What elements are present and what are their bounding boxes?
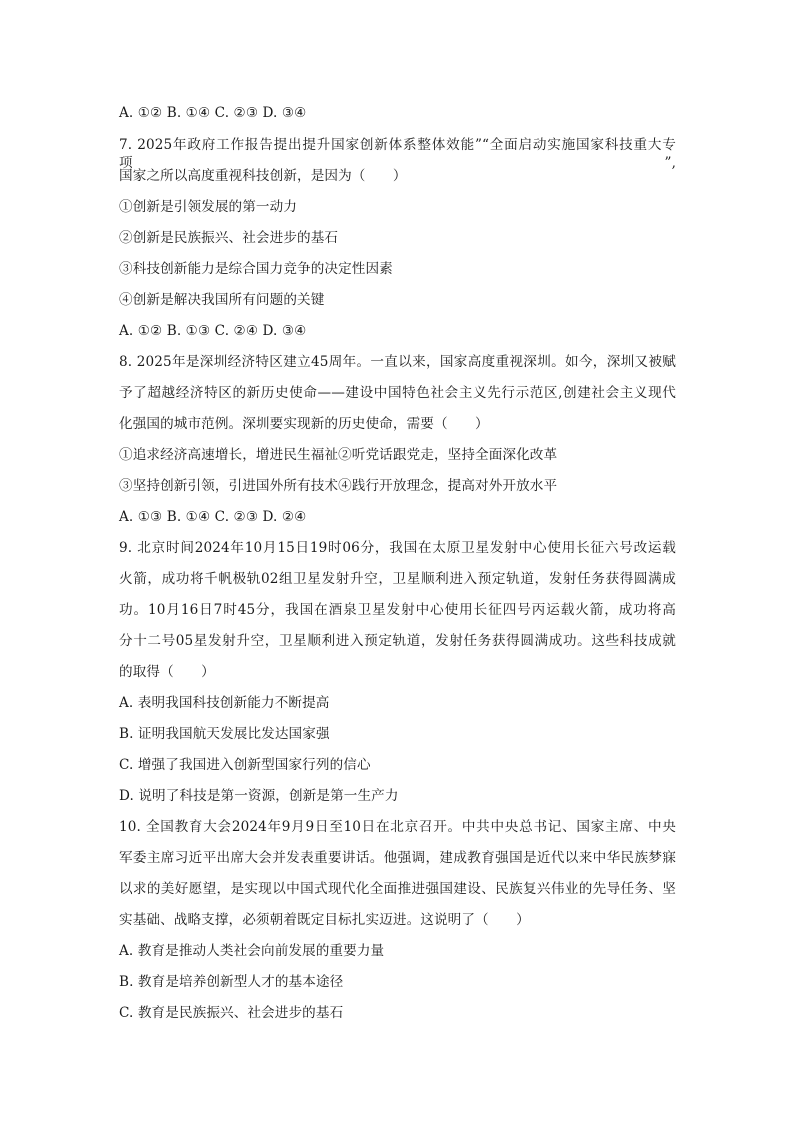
q7-options: A. ①② B. ①③ C. ②④ D. ③④ [119,323,307,339]
q10-stem-line-1: 10. 全国教育大会2024年9月9日至10日在北京召开。中共中央总书记、国家主席、中央 [119,819,676,835]
q8-stem-line-3: 化强国的城市范例。深圳要实现新的历史使命，需要（ ） [119,416,489,432]
q7-stem-line-2: 国家之所以高度重视科技创新，是因为（ ） [119,168,407,184]
q10-option-b: B. 教育是培养创新型人才的基本途径 [119,974,344,990]
q9-stem-line-4: 分十二号05星发射升空，卫星顺利进入预定轨道，发射任务获得圆满成功。这些科技成就 [119,633,676,649]
q9-stem-line-2: 火箭，成功将千帆极轨02组卫星发射升空，卫星顺利进入预定轨道，发射任务获得圆满成 [119,571,676,587]
q10-stem-line-3: 以求的美好愿望，是实现以中国式现代化全面推进强国建设、民族复兴伟业的先导任务、坚 [119,881,676,897]
q10-stem-line-2: 军委主席习近平出席大会并发表重要讲话。他强调，建成教育强国是近代以来中华民族梦寐 [119,850,676,866]
q9-stem-line-5: 的取得（ ） [119,664,215,680]
q8-statements-3-4: ③坚持创新引领，引进国外所有技术④践行开放理念，提高对外开放水平 [119,478,558,494]
q6-options: A. ①② B. ①④ C. ②③ D. ③④ [119,105,307,121]
q9-stem-line-3: 功。10月16日7时45分，我国在酒泉卫星发射中心使用长征四号丙运载火箭，成功将高 [119,602,676,618]
q8-options: A. ①③ B. ①④ C. ②③ D. ②④ [119,509,307,525]
q10-stem-line-4: 实基础、战略支撑，必须朝着既定目标扎实迈进。这说明了（ ） [119,912,530,928]
q10-option-c: C. 教育是民族振兴、社会进步的基石 [119,1005,344,1021]
q10-option-a: A. 教育是推动人类社会向前发展的重要力量 [119,943,385,959]
q7-statement-3: ③科技创新能力是综合国力竞争的决定性因素 [119,261,393,277]
q8-statements-1-2: ①追求经济高速增长，增进民生福祉②听党话跟党走，坚持全面深化改革 [119,447,558,463]
q9-option-c: C. 增强了我国进入创新型国家行列的信心 [119,757,371,773]
q8-stem-line-1: 8. 2025年是深圳经济特区建立45周年。一直以来，国家高度重视深圳。如今，深圳又被赋 [119,354,676,370]
q9-option-a: A. 表明我国科技创新能力不断提高 [119,695,330,711]
q9-stem-line-1: 9. 北京时间2024年10月15日19时06分，我国在太原卫星发射中心使用长征六号改运载 [119,540,676,556]
q7-statement-4: ④创新是解决我国所有问题的关键 [119,292,325,308]
q7-statement-2: ②创新是民族振兴、社会进步的基石 [119,230,339,246]
q7-stem-line-1: 7. 2025年政府工作报告提出提升国家创新体系整体效能”“全面启动实施国家科技重大专项”, [119,137,676,171]
q8-stem-line-2: 予了超越经济特区的新历史使命——建设中国特色社会主义先行示范区,创建社会主义现代 [119,385,676,401]
q9-option-b: B. 证明我国航天发展比发达国家强 [119,726,330,742]
q9-option-d: D. 说明了科技是第一资源，创新是第一生产力 [119,788,399,804]
q7-statement-1: ①创新是引领发展的第一动力 [119,199,298,215]
